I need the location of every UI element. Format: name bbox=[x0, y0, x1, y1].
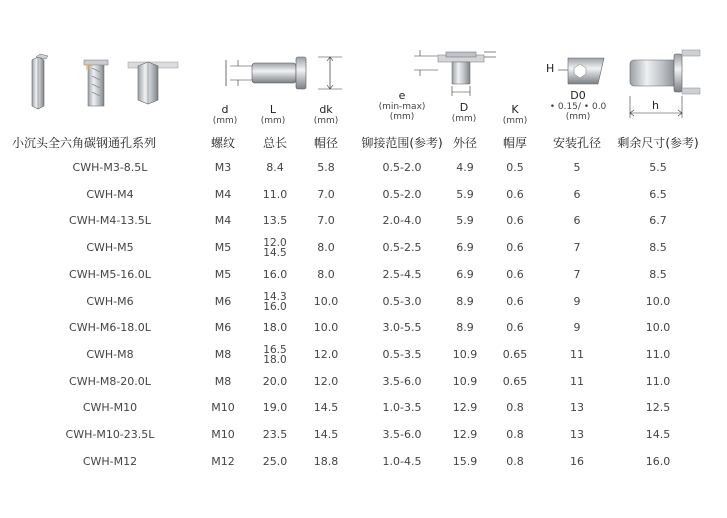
outer-diameter-cell: 12.9 bbox=[452, 428, 478, 441]
h-label-left: H bbox=[546, 62, 555, 75]
header-remaining-size: 剩余尺寸(参考) bbox=[617, 136, 699, 150]
table-row bbox=[0, 262, 727, 288]
head-thickness-cell: 0.8 bbox=[506, 401, 524, 415]
head-thickness-cell: 0.6 bbox=[506, 267, 524, 281]
table-row bbox=[0, 208, 727, 234]
length-cell bbox=[252, 422, 298, 448]
head-thickness-cell: 0.6 bbox=[506, 294, 524, 308]
head-thickness-cell: 0.65 bbox=[502, 347, 528, 361]
grip-range-cell: 2.5-4.5 bbox=[382, 267, 422, 281]
length-cell bbox=[252, 262, 298, 288]
length-cell bbox=[252, 395, 298, 421]
installed-rivet-nut-photo bbox=[128, 62, 178, 104]
rivet-nut-cross-section bbox=[84, 60, 108, 106]
hex-rivet-nut-photo bbox=[32, 54, 48, 109]
length-value: 18.0 bbox=[262, 321, 288, 335]
head-thickness-cell: 0.8 bbox=[506, 454, 524, 468]
model-cell: CWH-M8-20.0L bbox=[69, 374, 151, 388]
head-diameter-cell: 12.0 bbox=[313, 374, 339, 388]
model-cell: CWH-M6-18.0L bbox=[69, 321, 151, 335]
install-hole-cell: 13 bbox=[570, 428, 584, 441]
head-diameter-cell: 18.8 bbox=[313, 454, 339, 468]
model-cell: CWH-M6 bbox=[86, 294, 134, 308]
thread-cell: M4 bbox=[214, 214, 232, 228]
length-head-diameter-drawing bbox=[226, 57, 342, 89]
table-row bbox=[0, 395, 727, 421]
outer-diameter-cell: 10.9 bbox=[452, 347, 478, 361]
head-diameter-cell: 5.8 bbox=[317, 161, 335, 174]
thread-cell: M3 bbox=[214, 161, 232, 174]
table-row bbox=[0, 342, 727, 368]
outer-diameter-cell: 15.9 bbox=[452, 454, 478, 468]
length-value: 8.4 bbox=[266, 161, 284, 174]
header-series: 小沉头全六角碳钢通孔系列 bbox=[12, 136, 157, 150]
table-row bbox=[0, 315, 727, 341]
install-hole-cell: 16 bbox=[570, 454, 584, 468]
head-diameter-cell: 7.0 bbox=[317, 187, 335, 201]
install-hole-cell: 11 bbox=[570, 347, 584, 361]
table-row bbox=[0, 422, 727, 448]
thread-cell: M8 bbox=[214, 374, 232, 388]
head-diameter-cell: 10.0 bbox=[313, 294, 339, 308]
length-cell bbox=[252, 369, 298, 395]
table-row bbox=[0, 155, 727, 181]
length-value: 16.0 bbox=[262, 267, 288, 281]
length-value: 19.0 bbox=[262, 401, 288, 415]
thread-cell: M8 bbox=[214, 347, 232, 361]
header-install-hole: 安装孔径 bbox=[552, 136, 601, 150]
thread-cell: M12 bbox=[211, 454, 235, 468]
length-cell bbox=[252, 155, 298, 181]
h-label-right: h bbox=[652, 99, 659, 112]
symbol-d: d (mm) bbox=[212, 103, 238, 126]
model-cell: CWH-M12 bbox=[82, 454, 138, 468]
head-thickness-cell: 0.6 bbox=[506, 241, 524, 255]
head-thickness-cell: 0.6 bbox=[506, 187, 524, 201]
length-cell bbox=[252, 289, 298, 315]
length-value: 14.3 bbox=[263, 290, 287, 303]
remaining-size-cell: 5.5 bbox=[649, 161, 667, 174]
head-diameter-cell: 8.0 bbox=[317, 241, 335, 255]
head-diameter-cell: 7.0 bbox=[317, 214, 335, 228]
outer-diameter-cell: 4.9 bbox=[456, 161, 474, 174]
length-value: 16.0 bbox=[263, 300, 287, 313]
length-cell bbox=[252, 342, 298, 368]
outer-diameter-cell: 6.9 bbox=[456, 241, 474, 255]
head-diameter-cell: 8.0 bbox=[317, 267, 335, 281]
remaining-size-cell: 16.0 bbox=[645, 454, 671, 468]
symbol-dk: dk (mm) bbox=[313, 103, 339, 126]
outer-diameter-cell: 8.9 bbox=[456, 321, 474, 335]
table-row bbox=[0, 449, 727, 475]
remaining-size-cell: 8.5 bbox=[649, 267, 667, 281]
model-cell: CWH-M3-8.5L bbox=[72, 161, 148, 174]
symbol-K: K (mm) bbox=[502, 103, 528, 126]
length-cell bbox=[252, 208, 298, 234]
outer-diameter-cell: 5.9 bbox=[456, 187, 474, 201]
length-value: 25.0 bbox=[262, 454, 288, 468]
thread-cell: M10 bbox=[211, 428, 235, 441]
length-cell bbox=[252, 235, 298, 261]
length-value: 13.5 bbox=[262, 214, 288, 228]
remaining-size-cell: 10.0 bbox=[645, 321, 671, 335]
length-cell bbox=[252, 449, 298, 475]
head-thickness-cell: 0.6 bbox=[506, 214, 524, 228]
head-thickness-cell: 0.5 bbox=[506, 161, 524, 174]
install-hole-cell: 7 bbox=[573, 241, 581, 255]
install-hole-cell: 11 bbox=[570, 374, 584, 388]
install-hole-cell: 6 bbox=[573, 187, 581, 201]
remaining-size-cell: 6.5 bbox=[649, 187, 667, 201]
head-thickness-cell: 0.8 bbox=[506, 428, 524, 441]
thread-cell: M6 bbox=[214, 294, 232, 308]
grip-range-cell: 3.5-6.0 bbox=[382, 428, 422, 441]
thread-cell: M4 bbox=[214, 187, 232, 201]
header-head-thickness: 帽厚 bbox=[502, 136, 527, 150]
head-diameter-cell: 14.5 bbox=[313, 428, 339, 441]
grip-range-cell: 0.5-2.0 bbox=[382, 187, 422, 201]
thread-cell: M5 bbox=[214, 241, 232, 255]
grip-range-cell: 3.5-6.0 bbox=[382, 374, 422, 388]
remaining-size-cell: 14.5 bbox=[645, 428, 671, 441]
symbol-L: L (mm) bbox=[260, 103, 286, 126]
model-cell: CWH-M8 bbox=[86, 347, 134, 361]
remaining-size-cell: 12.5 bbox=[645, 401, 671, 415]
install-hole-cell: 13 bbox=[570, 401, 584, 415]
remaining-size-drawing bbox=[630, 50, 700, 118]
grip-range-cell: 1.0-3.5 bbox=[382, 401, 422, 415]
outer-diameter-cell: 10.9 bbox=[452, 374, 478, 388]
grip-range-cell: 2.0-4.0 bbox=[382, 214, 422, 228]
length-value: 12.0 bbox=[263, 237, 287, 250]
head-diameter-cell: 10.0 bbox=[313, 321, 339, 335]
outer-diameter-cell: 12.9 bbox=[452, 401, 478, 415]
outer-diameter-cell: 6.9 bbox=[456, 267, 474, 281]
install-hole-cell: 9 bbox=[573, 321, 581, 335]
length-cell bbox=[252, 182, 298, 208]
header-outer-diameter: 外径 bbox=[452, 136, 477, 150]
length-value: 20.0 bbox=[262, 374, 288, 388]
length-value: 18.0 bbox=[263, 353, 287, 366]
symbol-e: e (min-max) (mm) bbox=[378, 89, 426, 122]
grip-range-cell: 3.0-5.5 bbox=[382, 321, 422, 335]
install-hole-cell: 9 bbox=[573, 294, 581, 308]
remaining-size-cell: 11.0 bbox=[645, 374, 671, 388]
outer-diameter-cell: 8.9 bbox=[456, 294, 474, 308]
head-diameter-cell: 14.5 bbox=[313, 401, 339, 415]
head-diameter-cell: 12.0 bbox=[313, 347, 339, 361]
length-value: 23.5 bbox=[262, 428, 288, 441]
head-thickness-cell: 0.65 bbox=[502, 374, 528, 388]
table-row bbox=[0, 235, 727, 261]
remaining-size-cell: 11.0 bbox=[645, 347, 671, 361]
head-thickness-cell: 0.6 bbox=[506, 321, 524, 335]
install-hole-cell: 6 bbox=[573, 214, 581, 228]
header-thread: 螺纹 bbox=[210, 136, 235, 150]
grip-range-cell: 1.0-4.5 bbox=[382, 454, 422, 468]
table-row bbox=[0, 182, 727, 208]
model-cell: CWH-M10-23.5L bbox=[65, 428, 155, 441]
length-value: 11.0 bbox=[262, 187, 288, 201]
table-row bbox=[0, 289, 727, 315]
symbol-D0: D0 • 0.15/ • 0.0 (mm) bbox=[549, 89, 607, 122]
model-cell: CWH-M4-13.5L bbox=[69, 214, 151, 228]
thread-cell: M5 bbox=[214, 267, 232, 281]
outer-diameter-cell: 5.9 bbox=[456, 214, 474, 228]
grip-range-cell: 0.5-2.5 bbox=[382, 241, 422, 255]
length-value: 14.5 bbox=[263, 247, 287, 260]
length-value: 16.5 bbox=[263, 343, 287, 356]
table-row bbox=[0, 369, 727, 395]
model-cell: CWH-M4 bbox=[86, 187, 134, 201]
model-cell: CWH-M10 bbox=[82, 401, 138, 415]
header-head-diameter: 帽径 bbox=[313, 136, 338, 150]
remaining-size-cell: 6.7 bbox=[649, 214, 667, 228]
grip-range-cell: 0.5-2.0 bbox=[382, 161, 422, 174]
model-cell: CWH-M5-16.0L bbox=[69, 267, 151, 281]
install-hole-cell: 5 bbox=[573, 161, 581, 174]
remaining-size-cell: 10.0 bbox=[645, 294, 671, 308]
header-length: 总长 bbox=[262, 136, 287, 150]
grip-range-cell: 0.5-3.5 bbox=[382, 347, 422, 361]
header-grip-range: 铆接范围(参考) bbox=[361, 136, 443, 150]
symbol-D: D (mm) bbox=[451, 101, 477, 124]
install-hole-drawing bbox=[558, 58, 604, 84]
thread-cell: M6 bbox=[214, 321, 232, 335]
model-cell: CWH-M5 bbox=[86, 241, 134, 255]
thread-cell: M10 bbox=[211, 401, 235, 415]
length-cell bbox=[252, 315, 298, 341]
remaining-size-cell: 8.5 bbox=[649, 241, 667, 255]
install-hole-cell: 7 bbox=[573, 267, 581, 281]
grip-range-cell: 0.5-3.0 bbox=[382, 294, 422, 308]
